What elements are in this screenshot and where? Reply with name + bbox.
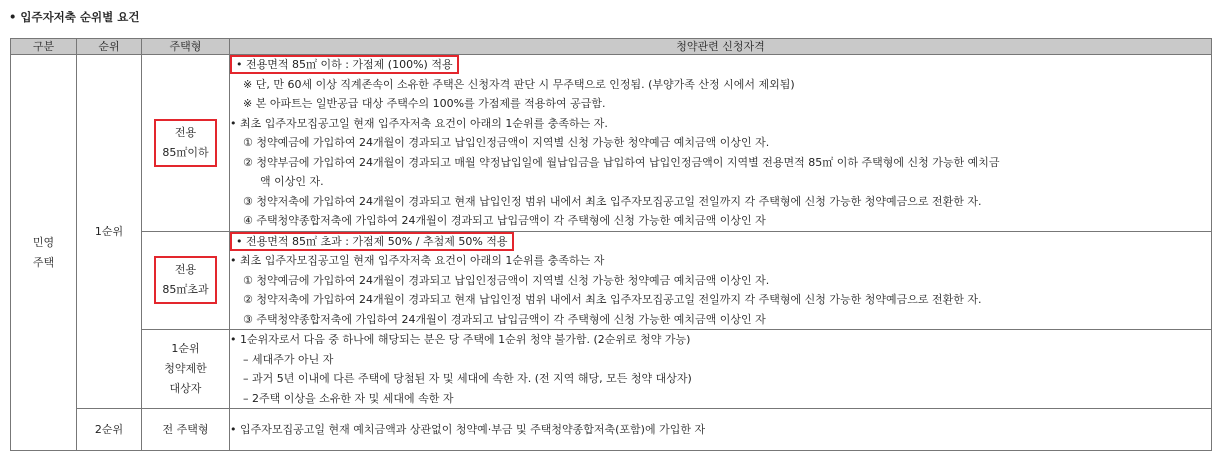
rank1-cell: 1순위 [77,55,142,409]
large-line-1: • 최초 입주자모집공고일 현재 입주자저축 요건이 아래의 1순위를 충족하는 자 [230,254,605,267]
large-highlight: • 전용면적 85㎡ 초과 : 가점제 50% / 추첨제 50% 적용 [230,232,514,251]
small-line-7: ③ 청약저축에 가입하여 24개월이 경과되고 현재 납입인정 범위 내에서 최초 입주자모집공고일 전일까지 각 주택형에 신청 가능한 청약예금으로 전환한 자. [243,194,982,208]
restricted-line-4: – 2주택 이상을 소유한 자 및 세대에 속한 자 [243,391,454,405]
header-rank: 순위 [77,39,142,55]
restricted-line-label-2: 청약제한 [164,362,207,375]
header-housing-type: 주택형 [142,39,230,55]
eligibility-table [10,38,1212,451]
small-type-label [154,119,216,167]
small-line-4: ① 청약예금에 가입하여 24개월이 경과되고 납입인정금액이 지역별 신청 가능한 청약예금 예치금액 이상인 자. [243,136,770,149]
small-content-cell [230,55,1212,232]
section-title: • 입주자저축 순위별 요건 [9,10,140,24]
restricted-line-label-1: 1순위 [171,342,200,355]
small-type-line-1: 전용 [174,125,197,139]
category-line-2: 주택 [32,255,55,269]
second-content-cell [230,409,1212,451]
small-highlight: • 전용면적 85㎡ 이하 : 가점제 (100%) 적용 [230,55,459,74]
small-line-8: ④ 주택청약종합저축에 가입하여 24개월이 경과되고 납입금액이 각 주택형에 신청 가능한 예치금액 이상인 자 [243,214,766,227]
category-cell [11,55,77,451]
large-type-cell [142,231,230,330]
large-line-2: ① 청약예금에 가입하여 24개월이 경과되고 납입인정금액이 지역별 신청 가능한 청약예금 예치금액 이상인 자. [243,273,770,287]
restricted-line-3: – 과거 5년 이내에 다른 주택에 당첨된 자 및 세대에 속한 자. (전 지역 해당, 모든 청약 대상자) [243,372,692,385]
table-row-second [11,409,1212,451]
restricted-type-cell [142,330,230,409]
large-type-line-1: 전용 [174,263,197,277]
second-line: • 입주자모집공고일 현재 예치금액과 상관없이 청약예·부금 및 주택청약종합저축(포함)에 가입한 자 [230,422,706,436]
restricted-content-cell [230,330,1212,409]
large-line-3: ② 청약저축에 가입하여 24개월이 경과되고 현재 납입인정 범위 내에서 최초 입주자모집공고일 전일까지 각 주택형에 신청 가능한 청약예금으로 전환한 자. [243,293,982,306]
large-line-4: ③ 주택청약종합저축에 가입하여 24개월이 경과되고 납입금액이 각 주택형에 신청 가능한 예치금액 이상인 자 [243,312,766,326]
large-type-label [154,256,216,304]
small-line-1: ※ 단, 만 60세 이상 직계존속이 소유한 주택은 신청자격 판단 시 무주택으로 인정됨. (부양가족 산정 시에서 제외됨) [243,77,795,91]
small-line-3: • 최초 입주자모집공고일 현재 입주자저축 요건이 아래의 1순위를 충족하는 자. [230,116,608,130]
small-line-5: ② 청약부금에 가입하여 24개월이 경과되고 매월 약정납입일에 월납입금을 납입하여 납입인정금액이 지역별 전용면적 85㎡ 이하 주택형에 신청 가능한 예치금 [243,155,1000,169]
small-line-6: 액 이상인 자. [260,175,324,188]
restricted-line-label-3: 대상자 [169,382,202,395]
small-type-line-2: 85㎡이하 [162,145,209,159]
table-row-large [11,231,1212,330]
large-type-line-2: 85㎡초과 [162,283,209,297]
large-content-cell [230,231,1212,330]
small-type-cell [142,55,230,232]
header-category: 구분 [11,39,77,55]
header-qualification: 청약관련 신청자격 [230,39,1212,55]
restricted-line-2: – 세대주가 아닌 자 [243,352,334,366]
table-row-small [11,55,1212,232]
rank2-cell: 2순위 [77,409,142,451]
restricted-line-1: • 1순위자로서 다음 중 하나에 해당되는 분은 당 주택에 1순위 청약 불가함. (2순위로 청약 가능) [230,333,691,346]
category-line-1: 민영 [32,235,55,249]
second-type-cell: 전 주택형 [142,409,230,451]
table-header-row [11,39,1212,55]
small-line-2: ※ 본 아파트는 일반공급 대상 주택수의 100%를 가점제를 적용하여 공급함. [243,97,606,110]
table-row-restricted [11,330,1212,409]
